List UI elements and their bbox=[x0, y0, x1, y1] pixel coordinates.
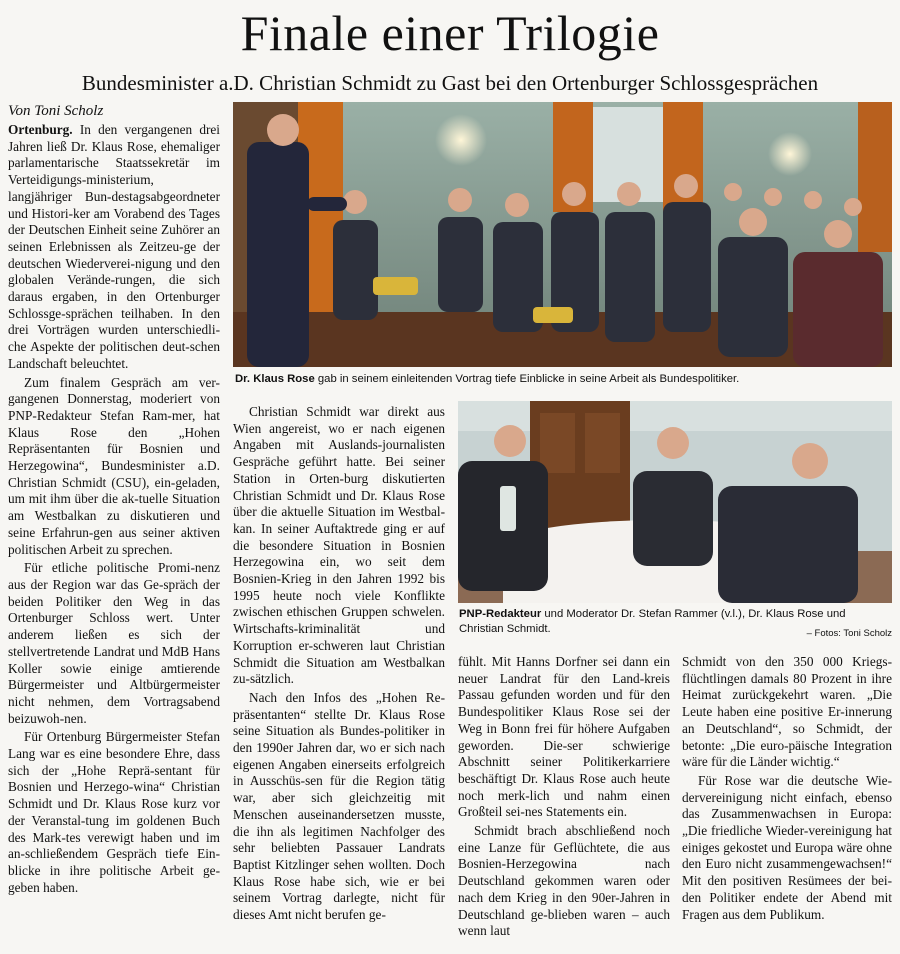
column-2 bbox=[233, 404, 445, 924]
column4-paragraph-1: Schmidt von den 350 000 Kriegs-flüchtlingen damals 80 Prozent in ihre Heimat zurückgekehrt waren. „Die Leute haben eine positive Er-innerung an Deutschland“, so Schmidt, der betonte: „Die euro-päische Integration wäre für die Länder wichtig.“ bbox=[682, 654, 892, 770]
byline: Von Toni Scholz bbox=[8, 103, 104, 119]
photo2-caption-text: und Moderator Dr. Stefan Rammer (v.l.), Dr. Klaus Rose und Christian Schmidt. bbox=[459, 608, 846, 635]
column2-paragraph-2: Nach den Infos des „Hohen Re-präsentanten“ stellte Dr. Klaus Rose seine Situation als Bundes-politiker in den 1990er Jahren dar, wo er sich nach eigenen Angaben einerseits erfolgreich in Ausschüs-sen für die Region tätig war, aber sich gleichzeitig mit Menschen auseinandersetzen musste, die ihn als legitimen Nachfolger des sehr beliebten Passauer Landrats Baptist Kitzlinger sehen wollten. Doch Klaus Rose habe sich, wie er bei seinem Vortrag darlegte, nicht für dieses Amt nicht berufen ge- bbox=[233, 689, 445, 923]
photo1-caption-name: Dr. Klaus Rose bbox=[235, 373, 315, 385]
column2-paragraph-1: Christian Schmidt war direkt aus Wien angereist, wo er nach eigenen Angaben mit Auslands-journalisten Gespräche geführt hatte. Bei seiner Station in Orten-burg diskutierten Christian Schmidt und Dr. Klaus Rose über die aktuelle Situation im Westbal-kan. In seiner Auftaktrede ging er auf die besondere Situation in Bosnien Herzegowina ein, wo seit dem Bosnien-Krieg in den Jahren 1992 bis 1995 heute noch viele Konflikte zwischen ethischen Gruppen schwelen. Wirtschafts-kriminalität und Korruption er-schweren laut Christian Schmidt die Situation am Westbalkan zu-sätzlich. bbox=[233, 404, 445, 687]
column1-paragraph-2: Zum finalem Gespräch am ver-gangenen Donnerstag, moderiert von PNP-Redakteur Stefan Ram-mer, hat Klaus Rose den „Hohen Repräsentanten für Bosnien und Herzegowina“, Bundesminister a.D. Christian Schmidt (CSU), ein-geladen, um mit ihm über die ak-tuelle Situation am Westbalkan zu diskutieren und seine Erfahrun-gen aus seiner aktiven politischen Arbeit zu sprechen. bbox=[8, 374, 220, 557]
column-3 bbox=[458, 654, 670, 940]
column1-paragraph-1-text: In den vergangenen drei Jahren ließ Dr. Klaus Rose, ehemaliger parlamentarische Staatssekretär im Verteidigungs-ministerium, langjähriger Bun-destagsabgeordneter und Histori-ker am Vorabend des Tages der Deutschen Einheit seine Zuhörer an seinen Erlebnissen als Zeitzeu-ge der deutschen Wiederverei-nigung und den globalen Verände-rungen, die sich daraus ergaben, in den Ortenburger Schlossge-sprächen teilhaben. In den drei Vorträgen wurden unterschiedli-che Aspekte der politischen deut-schen Landschaft beleuchtet. bbox=[8, 122, 220, 371]
headline: Finale einer Trilogie bbox=[240, 5, 660, 61]
column1-paragraph-1 bbox=[8, 122, 220, 373]
column1-paragraph-4: Für Ortenburg Bürgermeister Stefan Lang war es eine besondere Ehre, dass sich der „Hohe Reprä-sentant für Bosnien und Herzego-wina“ Christian Schmidt und Dr. Klaus Rose kurz vor der Veranstal-tung im goldenen Buch des Mark-tes verewigt haben und im an-schließendem Gespräch tiefe Ein-blicke in ihre politische Arbeit ge-geben haben. bbox=[8, 729, 220, 895]
subheadline: Bundesminister a.D. Christian Schmidt zu Gast bei den Ortenburger Schlossgesprächen bbox=[81, 71, 819, 95]
photo-credit: – Fotos: Toni Scholz bbox=[806, 628, 892, 639]
photo1-caption-text: gab in seinem einleitenden Vortrag tiefe Einblicke in seine Arbeit als Bundespolitiker. bbox=[314, 373, 740, 385]
column4-paragraph-2: Für Rose war die deutsche Wie-dervereinigung nicht einfach, ebenso das Zusammenwachsen in Europa: „Die friedliche Wieder-vereinigung hat einiges gekostet und Europa wäre ohne den Euro nicht zusammengewachsen!“ Mit den positiven Resümees der bei-den Politiker endete der Abend mit Fragen aus dem Publikum. bbox=[682, 772, 892, 922]
column1-paragraph-3: Für etliche politische Promi-nenz aus der Region war das Ge-spräch der beiden Politiker den Weg in das Ortenburger Schloss wert. Unter anderem ließen es sich der stellvertretende Landrat und MdB Hans Koller sowie einige amtierende Bürgermeister und Altbürgermeister nicht nehmen, dem Vortragsabend beizuwoh-nen. bbox=[8, 560, 220, 726]
photo1-caption bbox=[235, 372, 895, 387]
photo2-caption-name: PNP-Redakteur bbox=[459, 608, 542, 620]
column3-paragraph-2: Schmidt brach abschließend noch eine Lanze für Geflüchtete, die aus Bosnien-Herzegowina nach Deutschland gekommen waren oder nach dem Krieg in den 90er-Jahren in Deutschland ge-blieben waren – auch wenn laut bbox=[458, 823, 670, 939]
column-4 bbox=[682, 654, 892, 923]
column-1 bbox=[8, 122, 220, 896]
dateline: Ortenburg. bbox=[8, 122, 73, 137]
audience-photo bbox=[233, 102, 892, 367]
panel-photo bbox=[458, 401, 892, 603]
column3-paragraph-1: fühlt. Mit Hanns Dorfner sei dann ein neuer Landrat für den Land-kreis Passau gefunden worden und für den Bundespolitiker Klaus Rose sei der Weg in Bonn frei für höhere Aufgaben geworden. Die-ser schwierige Abschnitt seiner Politikerkarriere beschäftigt Dr. Klaus Rose auch heute noch merk-lich und nahm einen Großteil sei-nes Statements ein. bbox=[458, 654, 670, 820]
